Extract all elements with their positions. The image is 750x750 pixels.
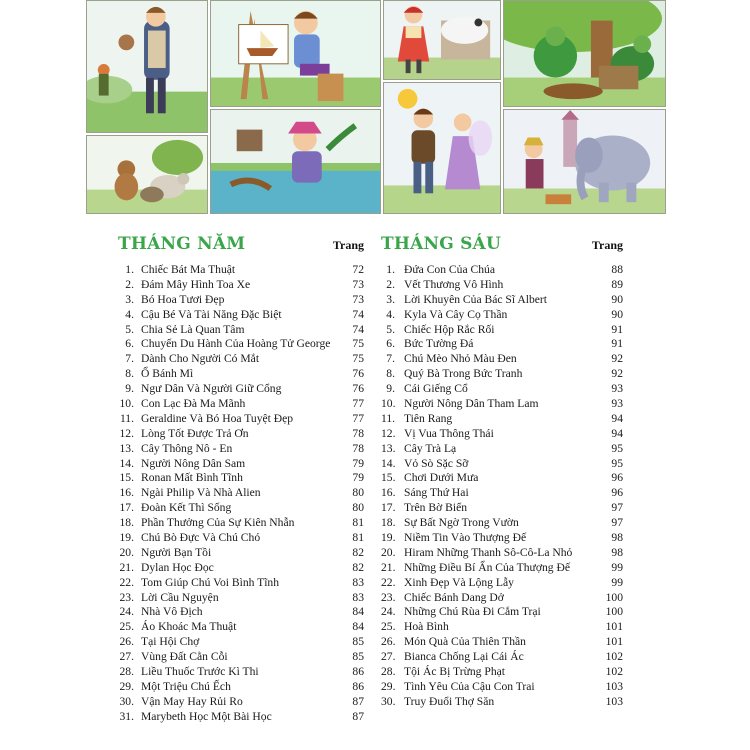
entry-title: Chiếc Bánh Dang Dở [404,590,504,604]
entry-title: Quý Bà Trong Bức Tranh [404,367,523,381]
entry-number: 1. [125,263,134,276]
entry-page: 76 [352,367,364,381]
entry-number: 21. [381,560,396,574]
entry-number: 13. [381,441,396,455]
entry-number: 7. [125,352,134,366]
toc-entry [118,397,364,412]
entry-page: 96 [611,471,623,485]
entry-title: Những Chú Rùa Đi Cắm Trại [404,605,541,619]
entry-number: 24. [119,605,134,619]
month-heading: THÁNG SÁU [381,234,501,254]
entry-page: 85 [352,635,364,649]
entry-number: 17. [119,501,134,515]
entry-number: 4. [386,307,395,321]
entry-title: Trên Bờ Biển [404,501,468,515]
toc-entry [118,501,364,516]
entry-title: Con Lạc Đà Ma Mãnh [141,397,246,411]
entry-title: Liều Thuốc Trước Kì Thi [141,665,259,679]
toc-entry [381,576,623,591]
illustration-boy-teddy [86,0,208,133]
entry-page: 77 [352,411,364,425]
illustration-monkey-goats [86,135,208,214]
entry-page: 97 [611,501,623,515]
entry-number: 5. [125,322,134,336]
entry-page: 72 [352,263,364,276]
entry-number: 13. [119,441,134,455]
entry-page: 100 [605,605,623,619]
month-heading: THÁNG NĂM [118,234,246,254]
entry-number: 19. [381,531,396,545]
toc-may [118,236,364,725]
entry-number: 30. [119,694,134,708]
entry-number: 4. [125,307,134,321]
entry-page: 80 [352,486,364,500]
entry-title: Dành Cho Người Có Mắt [141,352,260,366]
entry-number: 11. [119,411,134,425]
entry-title: Tội Ác Bị Trừng Phạt [404,665,505,679]
toc-entry [381,427,623,442]
entry-number: 21. [119,560,134,574]
entry-number: 7. [386,352,395,366]
entry-page: 94 [611,426,623,440]
entry-number: 20. [119,545,134,559]
entry-page: 75 [352,352,364,366]
toc-entry [381,516,623,531]
entry-number: 19. [119,531,134,545]
toc-entry [381,650,623,665]
toc-entry [381,680,623,695]
entry-page: 80 [352,501,364,515]
toc-entry [118,486,364,501]
entry-number: 28. [381,665,396,679]
entry-title: Cây Thông Nô - En [141,441,233,455]
toc-entry [118,457,364,472]
entry-number: 22. [381,575,396,589]
entry-page: 84 [352,605,364,619]
toc-entry [381,293,623,308]
toc-entry [381,471,623,486]
entry-page: 87 [352,709,364,723]
entry-page: 74 [352,322,364,336]
entry-number: 31. [119,709,134,723]
toc-entry [118,591,364,606]
toc-entry [381,531,623,546]
entry-title: Vỏ Sò Sặc Sỡ [404,456,469,470]
toc-entry [381,620,623,635]
illustration-collage [86,0,666,214]
entry-page: 91 [611,337,623,351]
entry-title: Tình Yêu Của Cậu Con Trai [404,679,535,693]
entry-title: Marybeth Học Một Bài Học [141,709,272,723]
toc-june [381,236,623,710]
entry-page: 95 [611,456,623,470]
entry-title: Xinh Đẹp Và Lộng Lẫy [404,575,514,589]
entry-page: 98 [611,531,623,545]
entry-number: 22. [119,575,134,589]
entry-title: Bức Tường Đá [404,337,474,351]
entry-title: Chiếc Bát Ma Thuật [141,263,236,276]
entry-page: 82 [352,560,364,574]
toc-entry [381,323,623,338]
toc-entry [381,501,623,516]
entry-page: 93 [611,397,623,411]
entry-page: 86 [352,665,364,679]
entry-title: Niềm Tin Vào Thượng Đế [404,531,527,545]
entry-number: 30. [381,694,396,708]
entry-page: 73 [352,292,364,306]
toc-entry [381,546,623,561]
entry-title: Cậu Bé Và Tài Năng Đặc Biệt [141,307,282,321]
toc-entry [118,665,364,680]
entry-page: 92 [611,352,623,366]
entry-title: Vết Thương Vô Hình [404,277,504,291]
entry-title: Lời Cầu Nguyện [141,590,219,604]
entry-page: 81 [352,531,364,545]
entry-title: Vận May Hay Rủi Ro [141,694,243,708]
entry-title: Chơi Dưới Mưa [404,471,479,485]
toc-june-header [381,236,623,258]
toc-entry [118,382,364,397]
entry-title: Phần Thưởng Của Sự Kiên Nhẫn [141,516,295,530]
entry-page: 87 [352,694,364,708]
entry-page: 73 [352,277,364,291]
entry-title: Lời Khuyên Của Bác Sĩ Albert [404,292,547,306]
toc-entry [381,442,623,457]
entry-number: 23. [119,590,134,604]
entry-title: Sáng Thứ Hai [404,486,469,500]
entry-number: 9. [386,382,395,396]
toc-entry [118,471,364,486]
entry-title: Bó Hoa Tươi Đẹp [141,292,225,306]
toc-entry [381,263,623,278]
entry-title: Ngài Philip Và Nhà Alien [141,486,261,500]
entry-number: 25. [381,620,396,634]
entry-number: 14. [381,456,396,470]
illustration-girl-cow [383,0,501,80]
toc-entry [118,337,364,352]
toc-entry [381,397,623,412]
toc-entry [118,442,364,457]
toc-entry [381,486,623,501]
entry-title: Những Điều Bí Ẩn Của Thượng Đế [404,560,570,574]
entry-title: Chú Mèo Nhỏ Màu Đen [404,352,517,366]
entry-number: 26. [119,635,134,649]
entry-title: Chia Sẻ Là Quan Tâm [141,322,245,336]
illustration-man-elephant [503,109,666,214]
entry-title: Vị Vua Thông Thái [404,426,494,440]
entry-number: 5. [386,322,395,336]
toc-entry [118,308,364,323]
entry-page: 79 [352,456,364,470]
entry-number: 27. [119,650,134,664]
entry-number: 15. [381,471,396,485]
toc-entry [118,561,364,576]
entry-number: 12. [119,426,134,440]
entry-number: 15. [119,471,134,485]
entry-number: 11. [381,411,396,425]
entry-title: Ngư Dân Và Người Giữ Cổng [141,382,282,396]
entry-title: Hiram Những Thanh Sô-Cô-La Nhỏ [404,545,573,559]
entry-page: 84 [352,620,364,634]
entry-title: Ổ Bánh Mì [141,367,194,381]
entry-number: 27. [381,650,396,664]
toc-entry [381,412,623,427]
entry-title: Nhà Vô Địch [141,605,203,619]
entry-number: 8. [125,367,134,381]
entry-page: 83 [352,590,364,604]
toc-entry [118,427,364,442]
entry-title: Tại Hội Chợ [141,635,200,649]
entry-title: Bianca Chống Lại Cái Ác [404,650,524,664]
entry-title: Cái Giếng Cổ [404,382,468,396]
toc-entry [381,695,623,710]
entry-number: 14. [119,456,134,470]
entry-number: 6. [386,337,395,351]
toc-entry [118,695,364,710]
toc-entry [118,546,364,561]
entry-title: Người Nông Dân Sam [141,456,246,470]
entry-title: Đám Mây Hình Toa Xe [141,277,251,291]
entry-page: 103 [605,679,623,693]
toc-entry [118,710,364,725]
entry-number: 28. [119,665,134,679]
illustration-boy-painting [210,0,381,107]
entry-title: Cây Trà Lạ [404,441,457,455]
entry-title: Vùng Đất Cằn Cỗi [141,650,228,664]
toc-entry [381,591,623,606]
entry-title: Đứa Con Của Chúa [404,263,495,276]
entry-title: Hoà Bình [404,620,449,634]
entry-number: 9. [125,382,134,396]
toc-entry [118,323,364,338]
entry-page: 90 [611,307,623,321]
entry-page: 98 [611,545,623,559]
entry-title: Dylan Học Đọc [141,560,214,574]
toc-entry [118,650,364,665]
entry-page: 101 [605,620,623,634]
entry-page: 78 [352,441,364,455]
entry-number: 16. [381,486,396,500]
entry-title: Geraldine Và Bó Hoa Tuyệt Đẹp [141,411,294,425]
entry-title: Tom Giúp Chú Voi Bình Tĩnh [141,575,280,589]
entry-title: Lòng Tốt Được Trả Ơn [141,426,249,440]
toc-entry [118,293,364,308]
entry-page: 100 [605,590,623,604]
toc-entry [381,665,623,680]
entry-title: Áo Khoác Ma Thuật [141,620,237,634]
page-column-label: Trang [332,238,364,252]
entry-page: 81 [352,516,364,530]
toc-entry [118,516,364,531]
entry-title: Món Quà Của Thiên Thần [404,635,526,649]
entry-title: Đoàn Kết Thì Sống [141,501,232,515]
toc-entry [118,352,364,367]
toc-list [381,263,623,710]
entry-page: 94 [611,411,623,425]
entry-number: 3. [386,292,395,306]
toc-entry [118,635,364,650]
entry-page: 76 [352,382,364,396]
entry-number: 12. [381,426,396,440]
entry-number: 10. [119,397,134,411]
entry-title: Chú Bò Đực Và Chú Chó [141,531,261,545]
entry-page: 102 [605,650,623,664]
entry-title: Chiếc Hộp Rắc Rối [404,322,495,336]
entry-title: Sự Bất Ngờ Trong Vườn [404,516,519,530]
entry-number: 25. [119,620,134,634]
entry-title: Một Triệu Chú Ếch [141,679,231,693]
toc-entry [118,605,364,620]
toc-entry [381,635,623,650]
toc-entry [118,531,364,546]
entry-number: 8. [386,367,395,381]
entry-page: 92 [611,367,623,381]
toc-entry [381,352,623,367]
entry-page: 101 [605,635,623,649]
entry-number: 23. [381,590,396,604]
entry-page: 75 [352,337,364,351]
illustration-turtles [503,0,666,107]
illustration-fisherman [210,109,381,214]
entry-number: 3. [125,292,134,306]
entry-page: 99 [611,575,623,589]
toc-entry [381,457,623,472]
toc-entry [118,620,364,635]
toc-entry [118,576,364,591]
toc-list [118,263,364,725]
entry-number: 20. [381,545,396,559]
entry-title: Người Nông Dân Tham Lam [404,397,539,411]
illustration-boy-fairy [383,82,501,214]
entry-number: 16. [119,486,134,500]
entry-title: Kyla Và Cây Cọ Thần [404,307,508,321]
toc-entry [118,263,364,278]
toc-entry [381,337,623,352]
toc-entry [118,412,364,427]
entry-number: 17. [381,501,396,515]
entry-page: 93 [611,382,623,396]
toc-entry [381,382,623,397]
entry-page: 85 [352,650,364,664]
entry-title: Truy Đuổi Thợ Săn [404,694,495,708]
entry-page: 90 [611,292,623,306]
entry-title: Tiên Rang [404,411,453,425]
toc-entry [381,367,623,382]
entry-page: 83 [352,575,364,589]
toc-entry [381,605,623,620]
entry-page: 82 [352,545,364,559]
toc-may-header [118,236,364,258]
toc-entry [381,278,623,293]
toc-entry [118,367,364,382]
entry-page: 74 [352,307,364,321]
entry-page: 77 [352,397,364,411]
entry-number: 29. [119,679,134,693]
entry-number: 29. [381,679,396,693]
entry-number: 6. [125,337,134,351]
page-column-label: Trang [591,238,623,252]
entry-page: 86 [352,679,364,693]
toc-entry [381,308,623,323]
entry-page: 102 [605,665,623,679]
entry-page: 96 [611,486,623,500]
entry-number: 24. [381,605,396,619]
toc-entry [118,680,364,695]
entry-page: 91 [611,322,623,336]
entry-number: 26. [381,635,396,649]
entry-page: 95 [611,441,623,455]
entry-page: 88 [611,263,623,276]
entry-page: 89 [611,277,623,291]
entry-title: Người Bạn Tồi [141,545,212,559]
entry-number: 18. [381,516,396,530]
entry-page: 97 [611,516,623,530]
entry-page: 103 [605,694,623,708]
entry-number: 2. [386,277,395,291]
entry-page: 99 [611,560,623,574]
toc-entry [118,278,364,293]
toc-entry [381,561,623,576]
entry-title: Ronan Mất Bình Tĩnh [141,471,243,485]
entry-number: 2. [125,277,134,291]
entry-page: 78 [352,426,364,440]
entry-number: 1. [386,263,395,276]
entry-number: 10. [381,397,396,411]
entry-page: 79 [352,471,364,485]
entry-number: 18. [119,516,134,530]
entry-title: Chuyến Du Hành Của Hoàng Tử George [141,337,331,351]
